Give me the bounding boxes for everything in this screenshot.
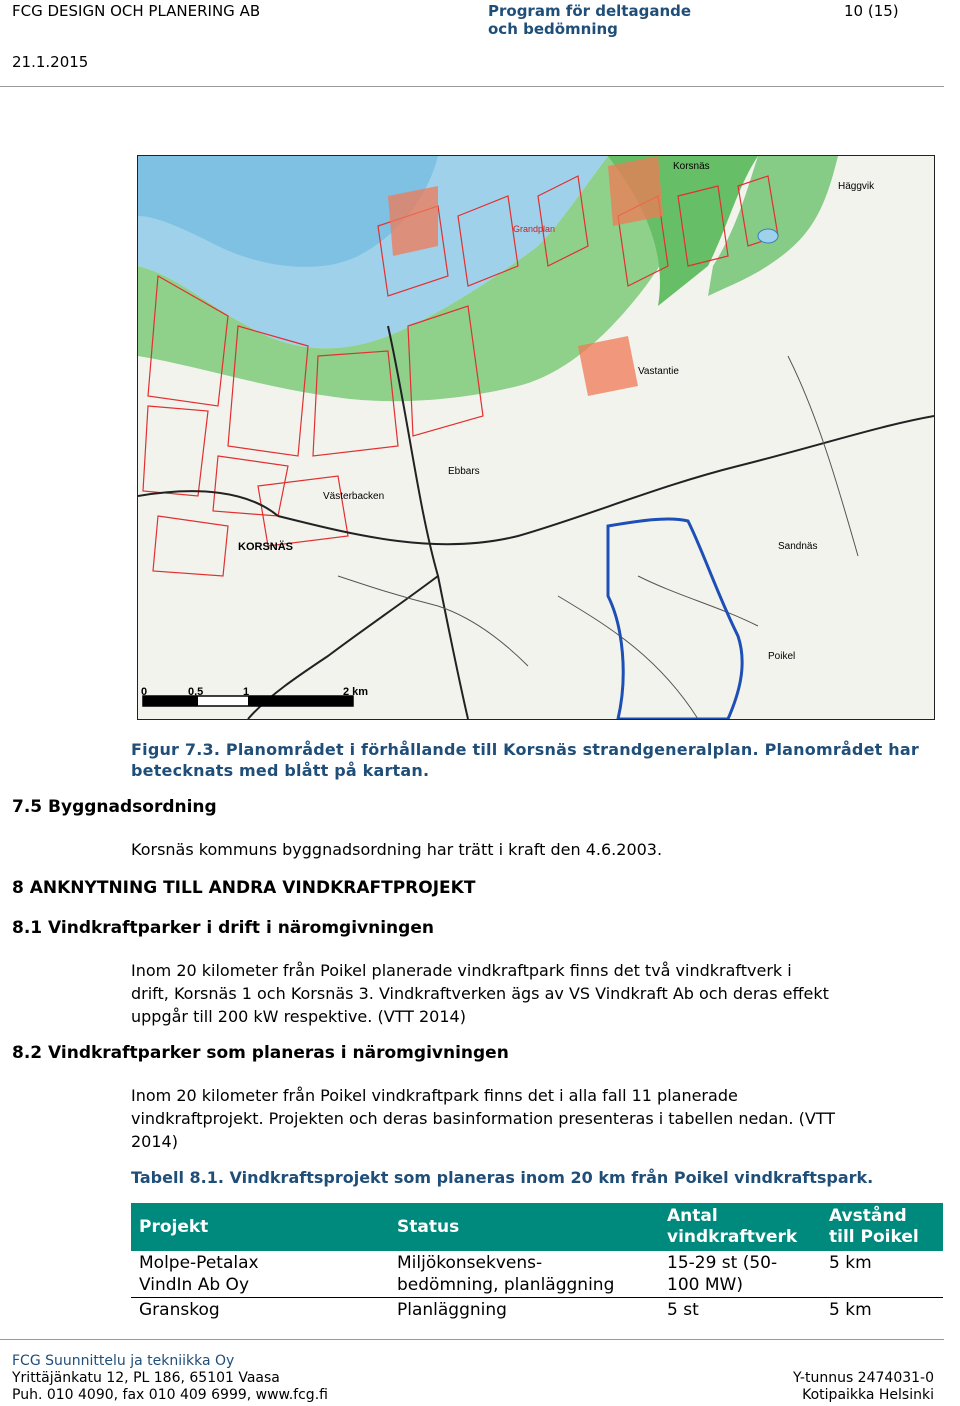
col-header-antal-line2: vindkraftverk: [667, 1227, 798, 1247]
paragraph-8-2-line3: 2014): [131, 1132, 178, 1151]
footer-divider: [0, 1339, 944, 1340]
cell-status-line1: Miljökonsekvens-: [397, 1253, 543, 1273]
cell-status: [389, 1251, 659, 1298]
projects-table: [131, 1203, 943, 1322]
header-page-number: 10 (15): [844, 2, 899, 20]
table-row: [131, 1298, 943, 1323]
header-company: FCG DESIGN OCH PLANERING AB: [12, 2, 261, 20]
map-label-poikel: Poikel: [768, 651, 796, 662]
col-header-avstand-line2: till Poikel: [829, 1227, 919, 1247]
figure-caption-line2: betecknats med blått på kartan.: [131, 761, 430, 780]
header-program-line1: Program för deltagande: [488, 2, 692, 20]
figure-caption: [131, 739, 943, 781]
figure-caption-line1: Figur 7.3. Planområdet i förhållande till Korsnäs strandgeneralplan. Planområdet har: [131, 740, 919, 759]
cell-antal-line2: 100 MW): [667, 1275, 743, 1295]
heading-8-2: 8.2 Vindkraftparker som planeras i näromgivningen: [12, 1043, 509, 1063]
planning-map: [137, 155, 935, 720]
col-header-antal-line1: Antal: [667, 1206, 718, 1226]
scale-label-0: 0: [141, 686, 148, 698]
scale-label-1: 1: [243, 686, 250, 698]
paragraph-8-1-line2: drift, Korsnäs 1 och Korsnäs 3. Vindkraftverken ägs av VS Vindkraft Ab och deras effekt: [131, 984, 829, 1003]
map-label-grandplan: Grandplan: [513, 224, 556, 234]
table-caption: Tabell 8.1. Vindkraftsprojekt som planeras inom 20 km från Poikel vindkraftspark.: [131, 1168, 874, 1187]
map-label-vastantie: Vastantie: [638, 366, 679, 377]
cell-projekt-line1: Molpe-Petalax: [139, 1253, 259, 1273]
cell-status: Planläggning: [397, 1300, 507, 1320]
cell-antal: 5 st: [667, 1300, 699, 1320]
footer-phone: Puh. 010 4090, fax 010 409 6999, www.fcg.fi: [12, 1387, 328, 1403]
paragraph-8-1: [131, 959, 943, 1028]
header-program-line2: och bedömning: [488, 20, 618, 38]
header-date: 21.1.2015: [12, 53, 89, 71]
heading-7-5: 7.5 Byggnadsordning: [12, 797, 217, 817]
cell-avstand: 5 km: [821, 1251, 943, 1298]
cell-projekt: Granskog: [139, 1300, 220, 1320]
footer-ytunnus: Y-tunnus 2474031-0: [793, 1370, 934, 1386]
paragraph-8-2-line1: Inom 20 kilometer från Poikel vindkraftpark finns det i alla fall 11 planerade: [131, 1086, 738, 1105]
col-header-projekt: Projekt: [131, 1203, 389, 1251]
paragraph-8-1-line1: Inom 20 kilometer från Poikel planerade vindkraftpark finns det två vindkraftverk i: [131, 961, 792, 980]
footer-right: [793, 1370, 934, 1404]
cell-status-line2: bedömning, planläggning: [397, 1275, 615, 1295]
cell-avstand: 5 km: [829, 1300, 872, 1320]
paragraph-8-1-line3: uppgår till 200 kW respektive. (VTT 2014): [131, 1007, 466, 1026]
col-header-antal: [659, 1203, 821, 1251]
cell-projekt: [131, 1251, 389, 1298]
footer-left: [12, 1353, 328, 1404]
scale-label-2km: 2 km: [343, 686, 369, 698]
col-header-avstand-line1: Avstånd: [829, 1206, 907, 1226]
table-row: [131, 1251, 943, 1298]
heading-8: 8 ANKNYTNING TILL ANDRA VINDKRAFTPROJEKT: [12, 878, 476, 898]
col-header-status: Status: [389, 1203, 659, 1251]
heading-8-1: 8.1 Vindkraftparker i drift i näromgivningen: [12, 918, 434, 938]
map-label-haggvik: Häggvik: [838, 181, 875, 192]
footer-address: Yrittäjänkatu 12, PL 186, 65101 Vaasa: [12, 1370, 280, 1386]
text-7-5: Korsnäs kommuns byggnadsordning har trätt i kraft den 4.6.2003.: [131, 840, 663, 859]
map-graphic: [138, 156, 934, 719]
paragraph-8-2-line2: vindkraftprojekt. Projekten och deras basinformation presenteras i tabellen nedan. (VTT: [131, 1109, 836, 1128]
scale-label-05: 0,5: [188, 686, 204, 698]
cell-antal: [659, 1251, 821, 1298]
map-label-sandnas: Sandnäs: [778, 541, 818, 552]
footer-company: FCG Suunnittelu ja tekniikka Oy: [12, 1353, 235, 1369]
header-program: [488, 2, 691, 38]
table-header-row: [131, 1203, 943, 1251]
cell-antal-line1: 15-29 st (50-: [667, 1253, 778, 1273]
map-label-korsnas-sea: Korsnäs: [673, 161, 710, 172]
cell-projekt-line2: VindIn Ab Oy: [139, 1275, 250, 1295]
map-label-korsnas: KORSNÄS: [238, 541, 294, 553]
header-divider: [0, 86, 944, 87]
footer-kotipaikka: Kotipaikka Helsinki: [802, 1387, 934, 1403]
map-label-ebbars: Ebbars: [448, 466, 480, 477]
map-label-vasterbacken: Västerbacken: [323, 491, 385, 502]
col-header-avstand: [821, 1203, 943, 1251]
paragraph-8-2: [131, 1084, 943, 1153]
